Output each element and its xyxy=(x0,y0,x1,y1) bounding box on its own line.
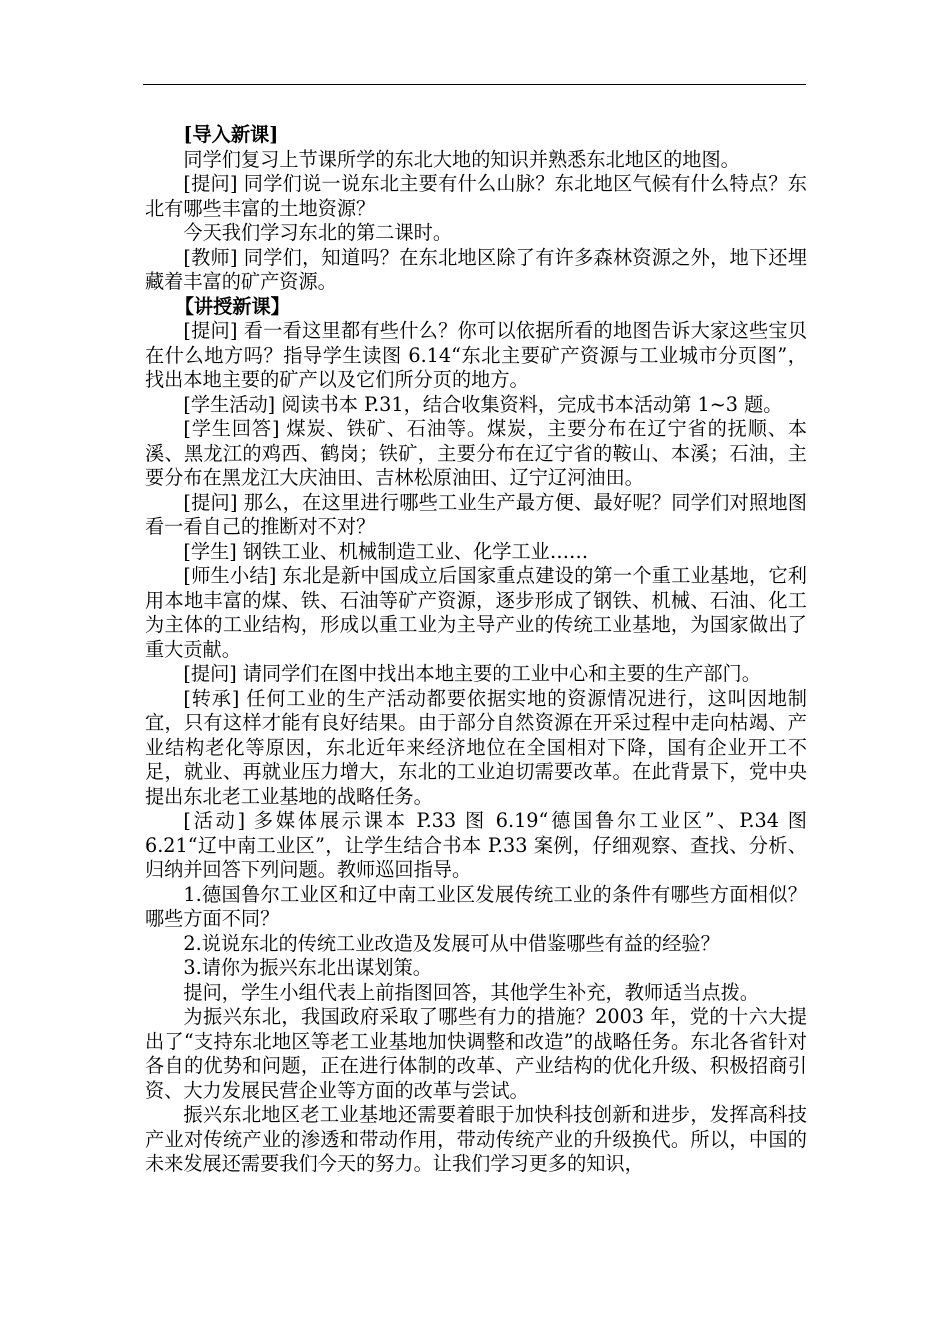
paragraph: [教师] 同学们，知道吗？在东北地区除了有许多森林资源之外，地下还埋藏着丰富的矿产资源。 xyxy=(145,245,807,293)
paragraph: [提问] 请同学们在图中找出本地主要的工业中心和主要的生产部门。 xyxy=(183,662,761,685)
paragraph: 今天我们学习东北的第二课时。 xyxy=(183,221,453,244)
paragraph: 振兴东北地区老工业基地还需要着眼于加快科技创新和进步，发挥高科技产业对传统产业的渗透和带动作用，带动传统产业的升级换代。所以，中国的未来发展还需要我们今天的努力。让我们学习更多的知识， xyxy=(145,1103,807,1175)
section-heading-lecture: 【讲授新课】 xyxy=(174,294,290,318)
paragraph: 为振兴东北，我国政府采取了哪些有力的措施？2003 年，党的十六大提出了“支持东北地区等老工业基地加快调整和改造”的战略任务。东北各省针对各自的优势和问题，正在进行体制的改革、产业结构的优化升级、积极招商引资、大力发展民营企业等方面的改革与尝试。 xyxy=(145,1005,807,1102)
paragraph: [转承] 任何工业的生产活动都要依据实地的资源情况进行，这叫因地制宜，只有这样才能有良好结果。由于部分自然资源在开采过程中走向枯竭、产业结构老化等原因，东北近年来经济地位在全国相对下降，国有企业开工不足，就业、再就业压力增大，东北的工业迫切需要改革。在此背景下，党中央提出东北老工业基地的战略任务。 xyxy=(145,686,807,808)
paragraph: [提问] 那么，在这里进行哪些工业生产最方便、最好呢？同学们对照地图看一看自己的推断对不对？ xyxy=(145,490,807,538)
paragraph: [提问] 看一看这里都有些什么？你可以依据所看的地图告诉大家这些宝贝在什么地方吗？指导学生读图 6.14“东北主要矿产资源与工业城市分页图”，找出本地主要的矿产以及它们所分页的地方。 xyxy=(145,319,807,391)
paragraph: 提问，学生小组代表上前指图回答，其他学生补充，教师适当点拨。 xyxy=(183,980,760,1004)
paragraph: [学生] 钢铁工业、机械制造工业、化学工业…… xyxy=(183,539,589,563)
header-rule xyxy=(143,84,806,85)
paragraph: [学生回答] 煤炭、铁矿、石油等。煤炭，主要分布在辽宁省的抚顺、本溪、黑龙江的鸡西、鹤岗；铁矿，主要分布在辽宁省的鞍山、本溪；石油，主要分布在黑龙江大庆油田、吉林松原油田、辽宁辽河油田。 xyxy=(145,417,807,489)
question-item: 2.说说东北的传统工业改造及发展可从中借鉴哪些有益的经验？ xyxy=(183,931,720,955)
question-item: 3.请你为振兴东北出谋划策。 xyxy=(183,956,432,979)
document-body xyxy=(145,123,807,1177)
paragraph: [师生小结] 东北是新中国成立后国家重点建设的第一个重工业基地，它利用本地丰富的煤、铁、石油等矿产资源，逐步形成了钢铁、机械、石油、化工为主体的工业结构，形成以重工业为主导产业的传统工业基地，为国家做出了重大贡献。 xyxy=(145,564,807,661)
section-heading-intro: [导入新课] xyxy=(183,123,279,146)
paragraph: [学生活动] 阅读书本 P.31，结合收集资料，完成书本活动第 1~3 题。 xyxy=(183,392,783,416)
paragraph: 同学们复习上节课所学的东北大地的知识并熟悉东北地区的地图。 xyxy=(183,147,740,171)
question-item: 1.德国鲁尔工业区和辽中南工业区发展传统工业的条件有哪些方面相似？哪些方面不同？ xyxy=(145,882,807,930)
paragraph: [提问] 同学们说一说东北主要有什么山脉？东北地区气候有什么特点？东北有哪些丰富的土地资源？ xyxy=(145,172,807,220)
paragraph: [活动] 多媒体展示课本 P.33 图 6.19“德国鲁尔工业区”、P.34 图 6.21“辽中南工业区”，让学生结合书本 P.33 案例，仔细观察、查找、分析、归纳并回答下列问题。教师巡回指导。 xyxy=(145,809,807,881)
